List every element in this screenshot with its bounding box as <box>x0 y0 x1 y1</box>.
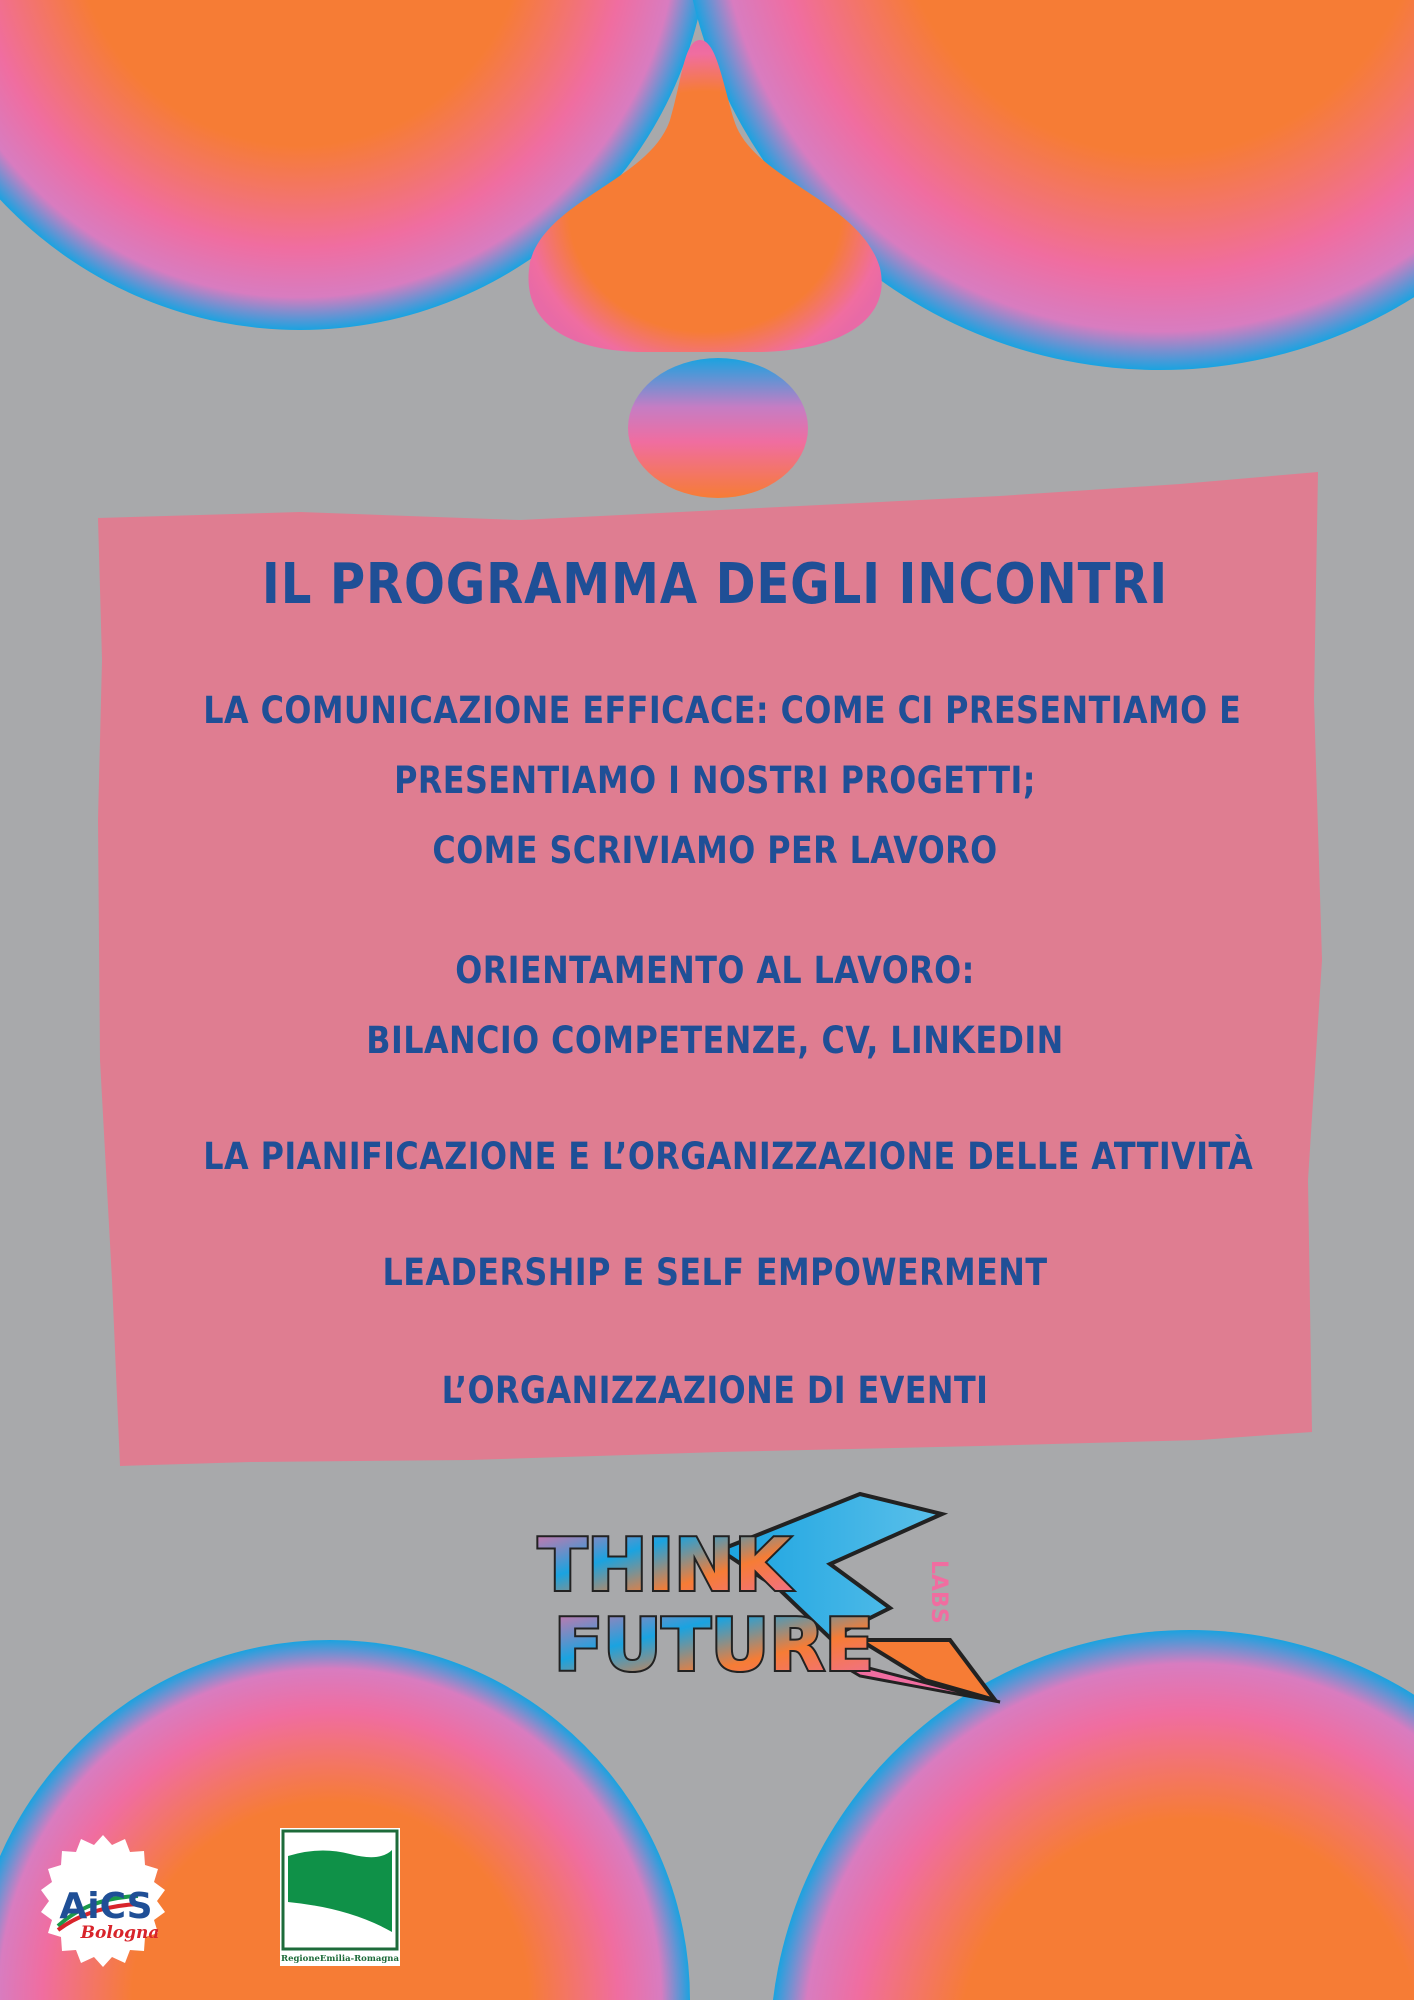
think-word: THINK <box>538 1523 791 1607</box>
aics-badge <box>28 1826 178 1976</box>
session-line: BILANCIO COMPETENZE, CV, LINKEDIN <box>366 1019 1064 1062</box>
aics-bologna-logo <box>28 1826 178 1976</box>
labs-word: LABS <box>926 1560 951 1624</box>
session-line: LA COMUNICAZIONE EFFICACE: COME CI PRESENTIAMO E <box>203 689 1242 732</box>
session-communication <box>203 676 1242 886</box>
think-future-logo <box>530 1490 1010 1720</box>
session-leadership <box>203 1238 1226 1308</box>
session-line: L’ORGANIZZAZIONE DI EVENTI <box>441 1369 989 1412</box>
session-line: PRESENTIAMO I NOSTRI PROGETTI; <box>394 759 1036 802</box>
regione-emilia-romagna-logo <box>280 1828 400 1966</box>
small-blob <box>628 358 808 498</box>
session-orientation <box>203 936 1226 1076</box>
aics-sub-text: Bologna <box>80 1923 160 1943</box>
region-emblem <box>280 1828 400 1966</box>
session-events <box>203 1356 1226 1426</box>
program-text <box>120 540 1310 1440</box>
aics-main-text: AiCS <box>59 1886 153 1927</box>
region-label: RegioneEmilia-Romagna <box>281 1954 399 1964</box>
think-future-logo-art <box>530 1490 1010 1720</box>
program-title: IL PROGRAMMA DEGLI INCONTRI <box>261 552 1169 617</box>
future-word: FUTURE <box>554 1603 874 1687</box>
session-line: ORIENTAMENTO AL LAVORO: <box>455 949 975 992</box>
session-line: COME SCRIVIAMO PER LAVORO <box>432 829 998 872</box>
session-planning <box>203 1122 1254 1192</box>
session-line: LEADERSHIP E SELF EMPOWERMENT <box>382 1251 1048 1294</box>
session-line: LA PIANIFICAZIONE E L’ORGANIZZAZIONE DELLE ATTIVITÀ <box>203 1135 1254 1178</box>
